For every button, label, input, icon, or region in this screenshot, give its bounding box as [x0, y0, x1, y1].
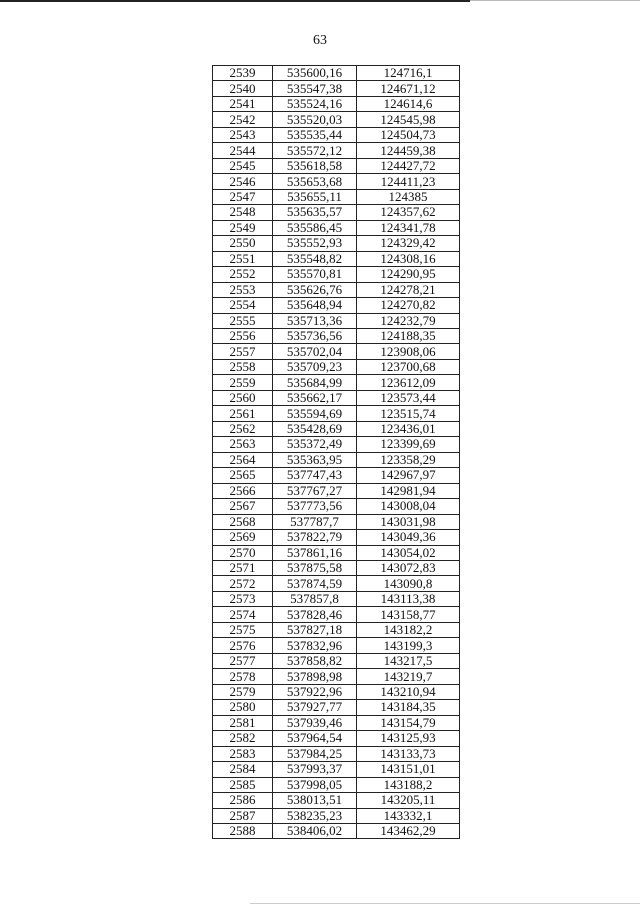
point-number-cell: 2568: [213, 514, 273, 529]
point-number-cell: 2583: [213, 746, 273, 761]
coordinate-y-cell: 123436,01: [357, 421, 460, 436]
point-number-cell: 2544: [213, 143, 273, 158]
coordinate-y-cell: 124278,21: [357, 282, 460, 297]
coordinate-y-cell: 124459,38: [357, 143, 460, 158]
table-row: [213, 390, 460, 405]
point-number-cell: 2554: [213, 298, 273, 313]
coordinate-x-cell: 537964,54: [273, 731, 357, 746]
table-row: [213, 328, 460, 343]
table-row: [213, 499, 460, 514]
scan-border-bottom: [250, 903, 640, 904]
point-number-cell: 2569: [213, 530, 273, 545]
coordinate-x-cell: 535535,44: [273, 127, 357, 142]
coordinate-x-cell: 535713,36: [273, 313, 357, 328]
table-row: [213, 267, 460, 282]
coordinate-x-cell: 535520,03: [273, 112, 357, 127]
point-number-cell: 2540: [213, 81, 273, 96]
coordinate-x-cell: 537984,25: [273, 746, 357, 761]
coordinate-y-cell: 143072,83: [357, 561, 460, 576]
table-row: [213, 591, 460, 606]
coordinate-y-cell: 123358,29: [357, 452, 460, 467]
table-row: [213, 158, 460, 173]
coordinate-x-cell: 537874,59: [273, 576, 357, 591]
table-row: [213, 793, 460, 808]
point-number-cell: 2584: [213, 762, 273, 777]
table-row: [213, 762, 460, 777]
point-number-cell: 2543: [213, 127, 273, 142]
table-row: [213, 715, 460, 730]
table-row: [213, 452, 460, 467]
table-row: [213, 127, 460, 142]
coordinate-x-cell: 535600,16: [273, 66, 357, 81]
table-row: [213, 576, 460, 591]
point-number-cell: 2559: [213, 375, 273, 390]
coordinate-x-cell: 535653,68: [273, 174, 357, 189]
coordinate-y-cell: 123908,06: [357, 344, 460, 359]
coordinate-y-cell: 143199,3: [357, 638, 460, 653]
coordinate-x-cell: 535648,94: [273, 298, 357, 313]
table-row: [213, 823, 460, 838]
coordinate-x-cell: 535570,81: [273, 267, 357, 282]
coordinate-x-cell: 537858,82: [273, 653, 357, 668]
point-number-cell: 2541: [213, 96, 273, 111]
point-number-cell: 2556: [213, 328, 273, 343]
coordinate-x-cell: 535594,69: [273, 406, 357, 421]
point-number-cell: 2552: [213, 267, 273, 282]
coordinate-x-cell: 535655,11: [273, 189, 357, 204]
table-row: [213, 313, 460, 328]
coordinate-x-cell: 537832,96: [273, 638, 357, 653]
point-number-cell: 2542: [213, 112, 273, 127]
table-row: [213, 607, 460, 622]
coordinate-x-cell: 535702,04: [273, 344, 357, 359]
coordinate-y-cell: 143217,5: [357, 653, 460, 668]
coordinate-x-cell: 535586,45: [273, 220, 357, 235]
coordinate-x-cell: 535635,57: [273, 205, 357, 220]
coordinate-x-cell: 535363,95: [273, 452, 357, 467]
coordinate-y-cell: 143332,1: [357, 808, 460, 823]
coordinate-y-cell: 124716,1: [357, 66, 460, 81]
table-row: [213, 561, 460, 576]
coordinate-x-cell: 535572,12: [273, 143, 357, 158]
table-row: [213, 746, 460, 761]
point-number-cell: 2550: [213, 236, 273, 251]
table-row: [213, 731, 460, 746]
table-row: [213, 189, 460, 204]
coordinate-x-cell: 537787,7: [273, 514, 357, 529]
table-row: [213, 808, 460, 823]
table-row: [213, 653, 460, 668]
point-number-cell: 2549: [213, 220, 273, 235]
coordinate-x-cell: 537898,98: [273, 669, 357, 684]
table-row: [213, 236, 460, 251]
coordinate-y-cell: 142981,94: [357, 483, 460, 498]
point-number-cell: 2557: [213, 344, 273, 359]
coordinate-y-cell: 143205,11: [357, 793, 460, 808]
coordinate-y-cell: 143210,94: [357, 684, 460, 699]
point-number-cell: 2578: [213, 669, 273, 684]
coordinate-x-cell: 537747,43: [273, 468, 357, 483]
point-number-cell: 2573: [213, 591, 273, 606]
coordinate-y-cell: 143125,93: [357, 731, 460, 746]
table-row: [213, 622, 460, 637]
coordinates-table-body: [213, 66, 460, 839]
coordinate-x-cell: 537828,46: [273, 607, 357, 622]
coordinate-x-cell: 535372,49: [273, 437, 357, 452]
point-number-cell: 2575: [213, 622, 273, 637]
coordinate-y-cell: 143054,02: [357, 545, 460, 560]
table-row: [213, 406, 460, 421]
coordinate-y-cell: 124329,42: [357, 236, 460, 251]
coordinate-y-cell: 143133,73: [357, 746, 460, 761]
point-number-cell: 2546: [213, 174, 273, 189]
point-number-cell: 2548: [213, 205, 273, 220]
table-row: [213, 112, 460, 127]
coordinate-x-cell: 537922,96: [273, 684, 357, 699]
coordinate-x-cell: 535524,16: [273, 96, 357, 111]
table-row: [213, 282, 460, 297]
coordinate-y-cell: 142967,97: [357, 468, 460, 483]
point-number-cell: 2585: [213, 777, 273, 792]
coordinate-x-cell: 537767,27: [273, 483, 357, 498]
coordinate-x-cell: 537998,05: [273, 777, 357, 792]
coordinate-y-cell: 143219,7: [357, 669, 460, 684]
table-row: [213, 483, 460, 498]
coordinate-y-cell: 124341,78: [357, 220, 460, 235]
coordinate-x-cell: 537939,46: [273, 715, 357, 730]
point-number-cell: 2586: [213, 793, 273, 808]
point-number-cell: 2580: [213, 700, 273, 715]
coordinate-x-cell: 535662,17: [273, 390, 357, 405]
coordinate-y-cell: 124614,6: [357, 96, 460, 111]
point-number-cell: 2579: [213, 684, 273, 699]
point-number-cell: 2572: [213, 576, 273, 591]
coordinates-table: [212, 65, 460, 839]
coordinate-x-cell: 535552,93: [273, 236, 357, 251]
coordinate-y-cell: 143031,98: [357, 514, 460, 529]
coordinate-x-cell: 537875,58: [273, 561, 357, 576]
coordinate-x-cell: 537857,8: [273, 591, 357, 606]
coordinate-y-cell: 123573,44: [357, 390, 460, 405]
point-number-cell: 2545: [213, 158, 273, 173]
coordinate-x-cell: 537927,77: [273, 700, 357, 715]
point-number-cell: 2567: [213, 499, 273, 514]
table-row: [213, 545, 460, 560]
coordinate-y-cell: 124427,72: [357, 158, 460, 173]
coordinate-y-cell: 123612,09: [357, 375, 460, 390]
coordinate-y-cell: 143154,79: [357, 715, 460, 730]
coordinate-x-cell: 537827,18: [273, 622, 357, 637]
table-row: [213, 684, 460, 699]
coordinate-y-cell: 143090,8: [357, 576, 460, 591]
coordinate-x-cell: 535547,38: [273, 81, 357, 96]
coordinate-y-cell: 123515,74: [357, 406, 460, 421]
coordinate-x-cell: 535548,82: [273, 251, 357, 266]
table-row: [213, 700, 460, 715]
coordinate-x-cell: 537861,16: [273, 545, 357, 560]
page-number: 63: [313, 33, 327, 48]
coordinate-y-cell: 123399,69: [357, 437, 460, 452]
coordinate-x-cell: 535709,23: [273, 359, 357, 374]
table-row: [213, 205, 460, 220]
coordinate-x-cell: 535684,99: [273, 375, 357, 390]
table-row: [213, 96, 460, 111]
table-row: [213, 437, 460, 452]
point-number-cell: 2563: [213, 437, 273, 452]
coordinate-x-cell: 535736,56: [273, 328, 357, 343]
coordinate-x-cell: 538406,02: [273, 823, 357, 838]
table-row: [213, 638, 460, 653]
point-number-cell: 2539: [213, 66, 273, 81]
point-number-cell: 2566: [213, 483, 273, 498]
coordinate-y-cell: 123700,68: [357, 359, 460, 374]
table-row: [213, 777, 460, 792]
coordinate-y-cell: 124411,23: [357, 174, 460, 189]
point-number-cell: 2587: [213, 808, 273, 823]
point-number-cell: 2555: [213, 313, 273, 328]
point-number-cell: 2547: [213, 189, 273, 204]
point-number-cell: 2570: [213, 545, 273, 560]
coordinate-y-cell: 124357,62: [357, 205, 460, 220]
coordinate-y-cell: 124385: [357, 189, 460, 204]
table-row: [213, 251, 460, 266]
table-row: [213, 81, 460, 96]
table-row: [213, 421, 460, 436]
coordinate-y-cell: 143049,36: [357, 530, 460, 545]
point-number-cell: 2551: [213, 251, 273, 266]
point-number-cell: 2560: [213, 390, 273, 405]
table-row: [213, 359, 460, 374]
coordinate-y-cell: 124504,73: [357, 127, 460, 142]
coordinate-y-cell: 143462,29: [357, 823, 460, 838]
table-row: [213, 530, 460, 545]
point-number-cell: 2582: [213, 731, 273, 746]
table-row: [213, 375, 460, 390]
point-number-cell: 2574: [213, 607, 273, 622]
point-number-cell: 2553: [213, 282, 273, 297]
coordinate-y-cell: 124671,12: [357, 81, 460, 96]
coordinate-y-cell: 143008,04: [357, 499, 460, 514]
coordinate-y-cell: 124188,35: [357, 328, 460, 343]
point-number-cell: 2571: [213, 561, 273, 576]
point-number-cell: 2558: [213, 359, 273, 374]
coordinate-y-cell: 143182,2: [357, 622, 460, 637]
coordinate-x-cell: 538235,23: [273, 808, 357, 823]
coordinate-x-cell: 538013,51: [273, 793, 357, 808]
table-row: [213, 298, 460, 313]
coordinate-y-cell: 143184,35: [357, 700, 460, 715]
coordinate-x-cell: 535618,58: [273, 158, 357, 173]
coordinate-x-cell: 535626,76: [273, 282, 357, 297]
coordinate-y-cell: 124290,95: [357, 267, 460, 282]
coordinate-y-cell: 124270,82: [357, 298, 460, 313]
table-row: [213, 669, 460, 684]
table-row: [213, 143, 460, 158]
point-number-cell: 2562: [213, 421, 273, 436]
coordinate-x-cell: 535428,69: [273, 421, 357, 436]
coordinate-x-cell: 537993,37: [273, 762, 357, 777]
table-row: [213, 514, 460, 529]
table-row: [213, 468, 460, 483]
coordinate-y-cell: 143151,01: [357, 762, 460, 777]
coordinate-x-cell: 537773,56: [273, 499, 357, 514]
table-row: [213, 66, 460, 81]
coordinate-y-cell: 143113,38: [357, 591, 460, 606]
coordinate-x-cell: 537822,79: [273, 530, 357, 545]
coordinate-y-cell: 143188,2: [357, 777, 460, 792]
table-row: [213, 174, 460, 189]
table-row: [213, 220, 460, 235]
point-number-cell: 2576: [213, 638, 273, 653]
point-number-cell: 2577: [213, 653, 273, 668]
coordinate-y-cell: 124232,79: [357, 313, 460, 328]
coordinate-y-cell: 143158,77: [357, 607, 460, 622]
point-number-cell: 2581: [213, 715, 273, 730]
table-row: [213, 344, 460, 359]
scan-border-top: [0, 0, 470, 2]
scan-border-top-faint: [470, 0, 640, 1]
coordinate-y-cell: 124308,16: [357, 251, 460, 266]
point-number-cell: 2565: [213, 468, 273, 483]
point-number-cell: 2588: [213, 823, 273, 838]
point-number-cell: 2561: [213, 406, 273, 421]
coordinate-y-cell: 124545,98: [357, 112, 460, 127]
point-number-cell: 2564: [213, 452, 273, 467]
